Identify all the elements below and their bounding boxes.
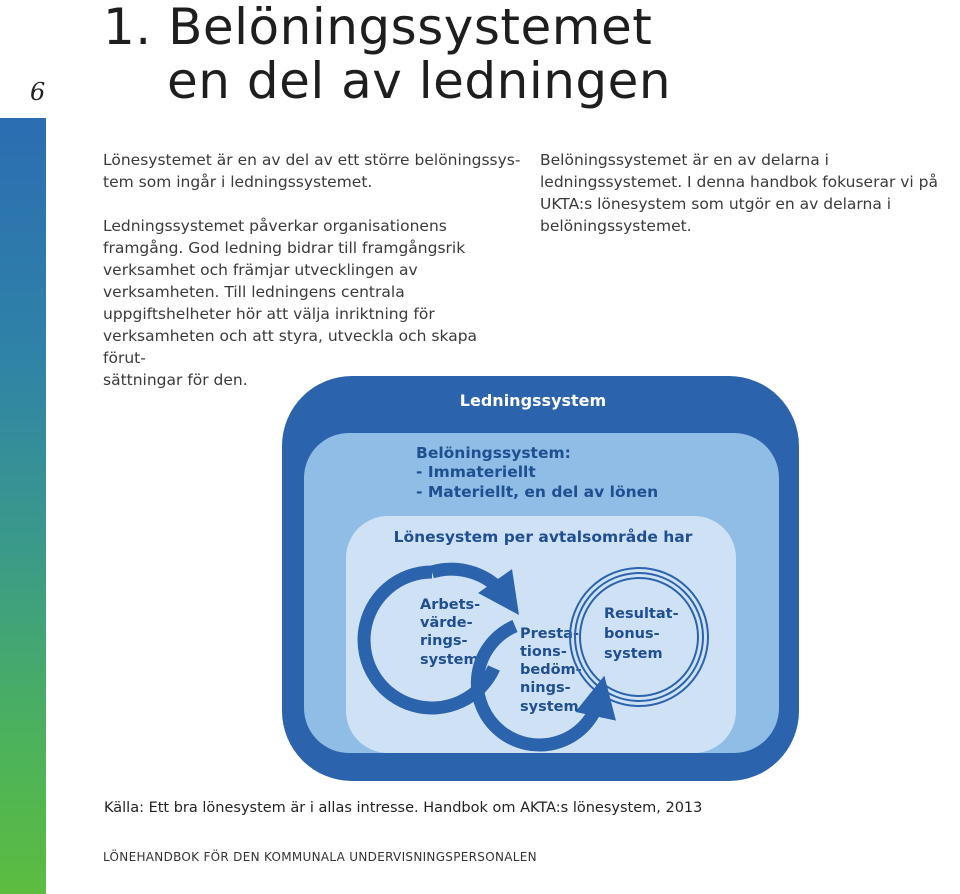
reward-system-label-1: Belöningssystem: (416, 444, 571, 462)
job-evaluation-label-2: värde- (420, 615, 473, 631)
page-footer: LÖNEHANDBOK FÖR DEN KOMMUNALA UNDERVISNINGSPERSONALEN (103, 850, 537, 864)
reward-system-diagram (282, 376, 799, 781)
title-line-1: 1. Belöningssystemet (103, 0, 653, 56)
result-bonus-label-2: bonus- (604, 626, 660, 642)
page-title (103, 0, 671, 108)
side-color-bar (0, 118, 46, 894)
management-system-label: Ledningssystem (459, 391, 607, 410)
performance-appraisal-label-2: tions- (520, 644, 567, 660)
title-line-2: en del av ledningen (167, 52, 672, 110)
right-text-column (540, 149, 950, 259)
reward-system-label-2: - Immateriellt (416, 463, 536, 481)
job-evaluation-label-4: system (420, 652, 479, 668)
source-note: Källa: Ett bra lönesystem är i allas intresse. Handbok om AKTA:s lönesystem, 2013 (104, 800, 703, 816)
left-paragraph-1: Lönesystemet är en av del av ett större belöningssys- tem som ingår i ledningssystemet. (103, 151, 521, 191)
performance-appraisal-label-4: nings- (520, 680, 571, 696)
result-bonus-label-1: Resultat- (604, 606, 679, 622)
performance-appraisal-label-5: system (520, 699, 579, 715)
page-number: 6 (30, 78, 46, 106)
salary-system-label: Lönesystem per avtalsområde har (393, 528, 693, 546)
performance-appraisal-label-3: bedöm- (520, 662, 582, 678)
reward-system-label-3: - Materiellt, en del av lönen (416, 483, 659, 501)
result-bonus-label-3: system (604, 646, 663, 662)
performance-appraisal-label-1: Presta- (520, 626, 579, 642)
left-text-column (103, 149, 523, 413)
left-paragraph-2: Ledningssystemet påverkar organisationens framgång. God ledning bidrar till framgångsrik verksamhet och främjar utvecklingen av verksamheten. Till ledningens centrala uppgiftshelheter hör att välja inriktning för verksamheten och att styra, utveckla och skapa förut- sättningar för den. (103, 217, 478, 389)
right-paragraph-1: Belöningssystemet är en av delarna i ledningssystemet. I denna handbok fokuserar vi på UKTA:s lönesystem som utgör en av delarna i belöningssystemet. (540, 151, 938, 235)
job-evaluation-label-1: Arbets- (420, 597, 481, 613)
job-evaluation-label-3: rings- (420, 633, 468, 649)
